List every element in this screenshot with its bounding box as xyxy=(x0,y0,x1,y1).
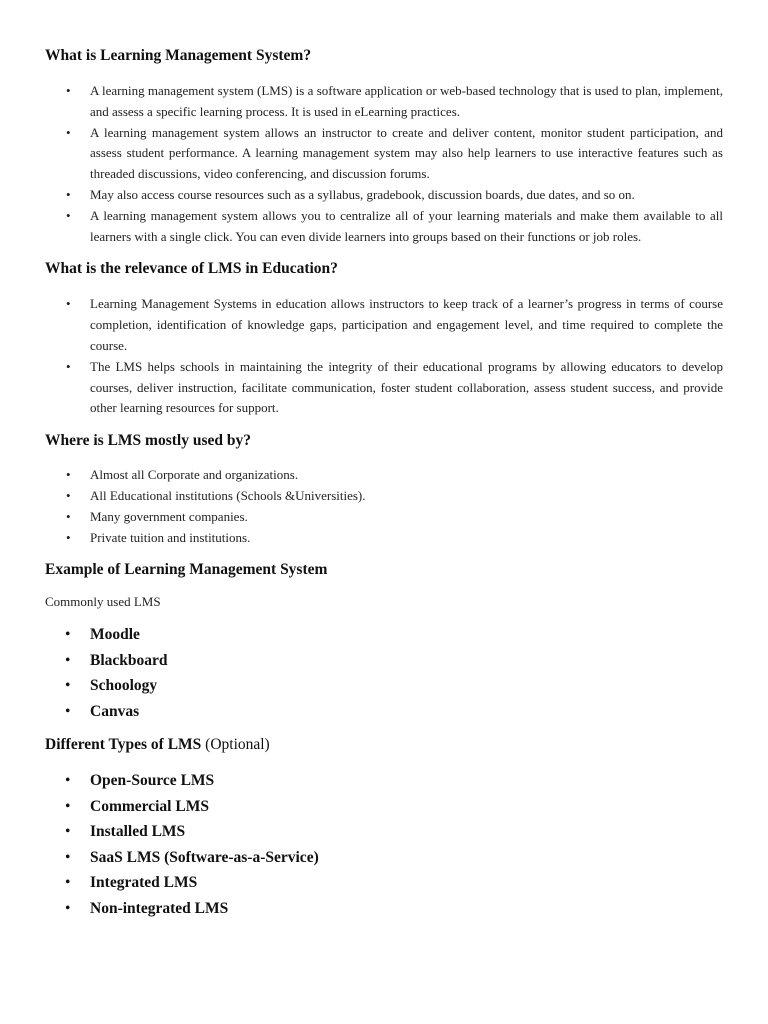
bullet-icon: • xyxy=(65,823,71,841)
list-item xyxy=(45,819,723,845)
list-item-text: SaaS LMS (Software-as-a-Service) xyxy=(90,848,319,866)
section-heading-relevance: What is the relevance of LMS in Education? xyxy=(45,260,338,278)
list-item xyxy=(45,673,723,699)
bullet-icon: • xyxy=(65,677,71,695)
list-item-text: Almost all Corporate and organizations. xyxy=(90,467,299,483)
bullet-icon: • xyxy=(66,124,71,140)
bullet-icon: • xyxy=(65,797,71,815)
list-item xyxy=(45,81,723,123)
bullet-icon: • xyxy=(66,358,71,374)
list-item-text: Non-integrated LMS xyxy=(90,899,229,917)
bullet-icon: • xyxy=(65,651,71,669)
bullet-icon: • xyxy=(66,508,71,524)
bullet-list-what-is-lms xyxy=(45,81,723,247)
section-heading-examples: Example of Learning Management System xyxy=(45,561,328,579)
bullet-list-types xyxy=(45,768,723,921)
bullet-icon: • xyxy=(65,899,71,917)
list-item xyxy=(45,465,723,486)
list-item xyxy=(45,870,723,896)
list-item xyxy=(45,845,723,871)
list-item-text: Blackboard xyxy=(90,651,168,669)
list-item-text: The LMS helps schools in maintaining the integrity of their educational programs by allowing educators to develop courses, deliver instruction, facilitate communication, foster student collaboration, assess student success, and provide other learning resources for support. xyxy=(90,358,723,416)
bullet-list-where-used xyxy=(45,465,723,548)
section-heading-types-text: Different Types of LMS xyxy=(45,736,202,754)
list-item-text: May also access course resources such as a syllabus, gradebook, discussion boards, due dates, and so on. xyxy=(90,186,635,202)
section-heading-where-used: Where is LMS mostly used by? xyxy=(45,432,251,450)
list-item xyxy=(45,528,723,549)
bullet-list-examples xyxy=(45,622,723,724)
list-item xyxy=(45,486,723,507)
list-item xyxy=(45,294,723,356)
list-item xyxy=(45,357,723,419)
list-item-text: Many government companies. xyxy=(90,508,248,524)
list-item-text: Moodle xyxy=(90,626,140,644)
list-item xyxy=(45,768,723,794)
list-item xyxy=(45,699,723,725)
bullet-icon: • xyxy=(66,467,71,483)
section-heading-what-is-lms: What is Learning Management System? xyxy=(45,47,312,64)
list-item-text: Installed LMS xyxy=(90,823,186,841)
list-item-text: A learning management system allows an instructor to create and deliver content, monitor student participation, and assess student performance. A learning management system may also help learners to use interactive features such as threaded discussions, video conferencing, and discussion forums. xyxy=(90,124,723,182)
bullet-icon: • xyxy=(65,772,71,790)
list-item-text: All Educational institutions (Schools &Universities). xyxy=(90,487,366,503)
bullet-icon: • xyxy=(65,702,71,720)
section-heading-optional-note: (Optional) xyxy=(205,736,270,754)
bullet-icon: • xyxy=(66,296,71,312)
list-item-text: Private tuition and institutions. xyxy=(90,529,251,545)
list-item-text: Learning Management Systems in education allows instructors to keep track of a learner’s progress in terms of course completion, identification of knowledge gaps, participation and engagement level, and time required to complete the course. xyxy=(90,296,723,353)
bullet-icon: • xyxy=(66,186,71,202)
list-item xyxy=(45,507,723,528)
bullet-icon: • xyxy=(66,207,71,223)
list-item xyxy=(45,896,723,922)
section-heading-types xyxy=(45,735,723,755)
list-item-text: Schoology xyxy=(90,677,158,695)
list-item xyxy=(45,185,723,206)
list-item xyxy=(45,794,723,820)
bullet-icon: • xyxy=(66,529,71,545)
bullet-icon: • xyxy=(65,874,71,892)
list-item-text: Integrated LMS xyxy=(90,874,198,892)
bullet-icon: • xyxy=(66,487,71,503)
list-item xyxy=(45,622,723,648)
list-item-text: Commercial LMS xyxy=(90,797,209,815)
list-item xyxy=(45,648,723,674)
list-item-text: Canvas xyxy=(90,702,140,720)
bullet-list-relevance xyxy=(45,294,723,419)
list-item-text: Open-Source LMS xyxy=(90,772,215,790)
bullet-icon: • xyxy=(65,848,71,866)
bullet-icon: • xyxy=(65,626,71,644)
list-item-text: A learning management system (LMS) is a software application or web-based technology that is used to plan, implement, and assess a specific learning process. It is used in eLearning practices. xyxy=(90,83,723,119)
examples-intro: Commonly used LMS xyxy=(45,594,161,610)
list-item xyxy=(45,123,723,185)
list-item-text: A learning management system allows you to centralize all of your learning materials and make them available to all learners with a single click. You can even divide learners into groups based on their functions or job roles. xyxy=(90,207,723,244)
document-page xyxy=(45,46,723,921)
bullet-icon: • xyxy=(66,83,71,98)
list-item xyxy=(45,206,723,248)
